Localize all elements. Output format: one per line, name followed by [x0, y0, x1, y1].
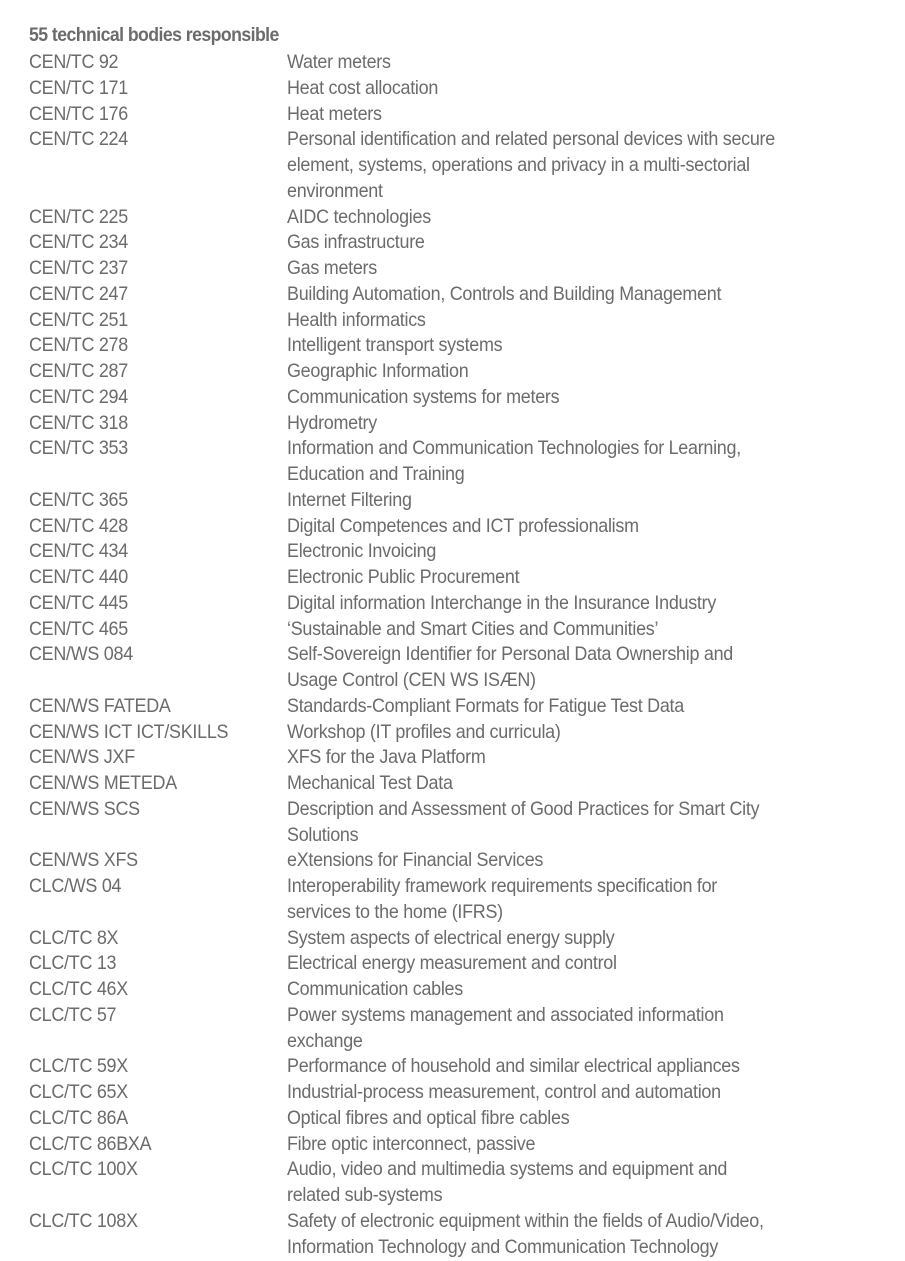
body-title	[287, 720, 889, 746]
body-title-line: environment	[287, 179, 383, 202]
body-code	[29, 1054, 287, 1080]
body-title	[287, 102, 889, 128]
body-title-line: Education and Training	[287, 463, 465, 485]
body-title-line: Power systems management and associated information	[287, 1003, 724, 1026]
technical-body-row	[29, 771, 889, 797]
body-code-text: CLC/TC 8X	[29, 926, 119, 949]
technical-body-row	[29, 642, 889, 694]
body-code-text: CEN/WS SCS	[29, 797, 140, 820]
body-title	[287, 333, 889, 359]
body-code	[29, 308, 287, 334]
technical-body-row	[29, 1209, 889, 1261]
body-title-line: Safety of electronic equipment within the fields of Audio/Video,	[287, 1209, 764, 1232]
body-title-line: Mechanical Test Data	[287, 772, 453, 794]
body-title	[287, 1003, 889, 1055]
body-code	[29, 359, 287, 385]
body-code-text: CEN/TC 465	[29, 617, 128, 640]
body-title	[287, 385, 889, 411]
body-code	[29, 385, 287, 411]
body-code	[29, 951, 287, 977]
body-title	[287, 514, 889, 540]
body-title-line: Fibre optic interconnect, passive	[287, 1132, 536, 1155]
body-code-text: CEN/TC 318	[29, 411, 128, 434]
body-code	[29, 874, 287, 900]
technical-body-row	[29, 694, 889, 720]
body-code-text: CEN/TC 440	[29, 566, 128, 588]
body-code	[29, 514, 287, 540]
body-title	[287, 797, 889, 849]
body-code-text: CEN/TC 92	[29, 51, 119, 73]
technical-body-row	[29, 951, 889, 977]
technical-body-row	[29, 411, 889, 437]
body-title-line: Water meters	[287, 51, 391, 73]
body-code-text: CEN/TC 278	[29, 334, 128, 357]
technical-body-row	[29, 797, 889, 849]
body-title	[287, 411, 889, 437]
body-title	[287, 745, 889, 771]
body-title-line: Performance of household and similar electrical appliances	[287, 1055, 740, 1078]
body-title-line: Audio, video and multimedia systems and equipment and	[287, 1158, 728, 1181]
body-code-text: CLC/TC 108X	[29, 1209, 138, 1232]
technical-body-row	[29, 617, 889, 643]
body-code-text: CLC/TC 46X	[29, 978, 128, 1000]
body-title	[287, 694, 889, 720]
body-title	[287, 1054, 889, 1080]
body-title-line: Hydrometry	[287, 411, 377, 434]
body-title-line: Personal identification and related personal devices with secure	[287, 128, 775, 151]
body-title	[287, 127, 889, 204]
body-code	[29, 642, 287, 668]
body-title-line: Digital Competences and ICT professionalism	[287, 514, 639, 537]
body-title	[287, 771, 889, 797]
body-code	[29, 76, 287, 102]
body-code	[29, 977, 287, 1003]
body-code-text: CLC/TC 59X	[29, 1055, 128, 1078]
technical-body-row	[29, 1054, 889, 1080]
body-title	[287, 230, 889, 256]
body-title-line: Geographic Information	[287, 360, 469, 382]
body-title	[287, 565, 889, 591]
technical-body-row	[29, 565, 889, 591]
body-title-line: Internet Filtering	[287, 488, 412, 511]
body-title-line: Gas infrastructure	[287, 231, 425, 254]
body-code	[29, 411, 287, 437]
body-code-text: CEN/TC 287	[29, 360, 128, 382]
body-code-text: CLC/TC 86BXA	[29, 1132, 152, 1155]
body-code	[29, 591, 287, 617]
body-code-text: CEN/TC 445	[29, 591, 128, 614]
technical-body-row	[29, 76, 889, 102]
technical-body-row	[29, 436, 889, 488]
body-title	[287, 282, 889, 308]
body-title-line: AIDC technologies	[287, 205, 431, 228]
body-code	[29, 1132, 287, 1158]
body-title-line: Health informatics	[287, 308, 426, 331]
body-title	[287, 977, 889, 1003]
technical-body-row	[29, 102, 889, 128]
technical-body-row	[29, 977, 889, 1003]
body-code-text: CEN/TC 434	[29, 540, 128, 563]
body-code-text: CEN/TC 224	[29, 128, 128, 151]
body-title	[287, 359, 889, 385]
technical-body-row	[29, 1106, 889, 1132]
technical-body-row	[29, 308, 889, 334]
body-code	[29, 488, 287, 514]
body-code-text: CEN/TC 294	[29, 385, 128, 408]
body-title-line: System aspects of electrical energy supply	[287, 926, 615, 949]
body-title-line: Self-Sovereign Identifier for Personal Data Ownership and	[287, 643, 733, 666]
body-code-text: CEN/WS XFS	[29, 849, 138, 872]
body-title-line: related sub-systems	[287, 1184, 443, 1206]
body-code	[29, 282, 287, 308]
body-title-line: Building Automation, Controls and Building Management	[287, 282, 722, 305]
body-code	[29, 848, 287, 874]
body-title-line: Solutions	[287, 823, 359, 846]
body-code-text: CEN/TC 171	[29, 76, 128, 99]
body-title	[287, 488, 889, 514]
body-code-text: CEN/TC 353	[29, 437, 128, 460]
technical-body-row	[29, 720, 889, 746]
body-title-line: Gas meters	[287, 257, 377, 279]
technical-body-row	[29, 1080, 889, 1106]
body-title	[287, 926, 889, 952]
body-title-line: Standards-Compliant Formats for Fatigue Test Data	[287, 694, 684, 717]
body-code	[29, 50, 287, 76]
body-title	[287, 1106, 889, 1132]
body-title-line: Interoperability framework requirements specification for	[287, 875, 717, 897]
body-code-text: CEN/TC 176	[29, 102, 128, 125]
body-code-text: CEN/WS 084	[29, 643, 133, 666]
body-code-text: CLC/TC 86A	[29, 1106, 128, 1129]
body-code	[29, 205, 287, 231]
body-code-text: CLC/TC 65X	[29, 1081, 128, 1103]
body-title	[287, 205, 889, 231]
technical-body-row	[29, 230, 889, 256]
technical-body-row	[29, 385, 889, 411]
body-title	[287, 1080, 889, 1106]
body-code-text: CEN/WS ICT ICT/SKILLS	[29, 720, 229, 743]
body-code-text: CEN/TC 225	[29, 205, 128, 228]
technical-body-row	[29, 359, 889, 385]
body-title	[287, 1209, 889, 1261]
technical-bodies-list	[29, 50, 889, 1260]
body-title	[287, 591, 889, 617]
body-title-line: element, systems, operations and privacy in a multi-sectorial	[287, 154, 750, 176]
body-code	[29, 1003, 287, 1029]
body-title	[287, 1157, 889, 1209]
body-code	[29, 797, 287, 823]
body-code	[29, 1080, 287, 1106]
body-code	[29, 720, 287, 746]
body-title-line: exchange	[287, 1029, 363, 1052]
technical-body-row	[29, 1157, 889, 1209]
body-title	[287, 436, 889, 488]
body-title	[287, 642, 889, 694]
body-code	[29, 1157, 287, 1183]
body-title	[287, 539, 889, 565]
body-code-text: CEN/TC 251	[29, 308, 128, 331]
body-title-line: XFS for the Java Platform	[287, 746, 486, 769]
body-code-text: CEN/WS JXF	[29, 746, 135, 769]
body-title-line: Workshop (IT profiles and curricula)	[287, 720, 561, 743]
body-title-line: ‘Sustainable and Smart Cities and Communities’	[287, 617, 659, 640]
body-title	[287, 848, 889, 874]
body-code-text: CLC/WS 04	[29, 875, 122, 897]
body-code-text: CLC/TC 57	[29, 1003, 117, 1026]
body-code	[29, 1106, 287, 1132]
body-title-line: Communication cables	[287, 978, 463, 1000]
body-title	[287, 76, 889, 102]
body-code	[29, 333, 287, 359]
technical-body-row	[29, 745, 889, 771]
body-code	[29, 926, 287, 952]
body-title-line: services to the home (IFRS)	[287, 900, 503, 923]
technical-body-row	[29, 1003, 889, 1055]
technical-body-row	[29, 488, 889, 514]
body-code	[29, 539, 287, 565]
technical-body-row	[29, 256, 889, 282]
body-title-line: Electrical energy measurement and control	[287, 952, 617, 975]
technical-body-row	[29, 874, 889, 926]
body-code-text: CEN/TC 247	[29, 282, 128, 305]
technical-body-row	[29, 514, 889, 540]
body-title	[287, 951, 889, 977]
document-page	[29, 24, 889, 1260]
technical-body-row	[29, 539, 889, 565]
body-title-line: Description and Assessment of Good Practices for Smart City	[287, 797, 760, 820]
technical-body-row	[29, 282, 889, 308]
body-code	[29, 230, 287, 256]
body-title-line: Optical fibres and optical fibre cables	[287, 1106, 570, 1129]
body-title-line: Industrial-process measurement, control and automation	[287, 1081, 721, 1103]
technical-body-row	[29, 591, 889, 617]
technical-body-row	[29, 50, 889, 76]
body-code-text: CEN/TC 428	[29, 514, 128, 537]
body-title-line: Heat cost allocation	[287, 76, 439, 99]
technical-body-row	[29, 333, 889, 359]
body-code	[29, 1209, 287, 1235]
technical-body-row	[29, 1132, 889, 1158]
body-code-text: CEN/WS METEDA	[29, 772, 177, 794]
body-code	[29, 102, 287, 128]
body-title-line: Electronic Invoicing	[287, 540, 437, 563]
body-title-line: eXtensions for Financial Services	[287, 849, 544, 872]
body-title	[287, 1132, 889, 1158]
body-title-line: Usage Control (CEN WS ISÆN)	[287, 669, 536, 691]
body-code-text: CEN/TC 237	[29, 257, 128, 279]
body-code-text: CEN/TC 365	[29, 488, 128, 511]
technical-body-row	[29, 205, 889, 231]
body-code	[29, 617, 287, 643]
body-title-line: Intelligent transport systems	[287, 334, 503, 357]
body-code-text: CEN/TC 234	[29, 231, 128, 254]
body-title-line: Information Technology and Communication Technology	[287, 1235, 719, 1258]
body-code	[29, 771, 287, 797]
body-title-line: Communication systems for meters	[287, 385, 560, 408]
body-code	[29, 745, 287, 771]
body-code-text: CLC/TC 100X	[29, 1158, 138, 1181]
body-code	[29, 694, 287, 720]
body-code-text: CEN/WS FATEDA	[29, 694, 171, 717]
technical-body-row	[29, 926, 889, 952]
body-title	[287, 50, 889, 76]
body-code	[29, 127, 287, 153]
body-title	[287, 874, 889, 926]
body-code-text: CLC/TC 13	[29, 952, 117, 975]
body-code	[29, 436, 287, 462]
body-title-line: Heat meters	[287, 102, 382, 125]
body-title	[287, 617, 889, 643]
body-title-line: Information and Communication Technologies for Learning,	[287, 437, 741, 460]
body-title-line: Digital information Interchange in the Insurance Industry	[287, 591, 717, 614]
section-heading: 55 technical bodies responsible	[29, 25, 279, 46]
body-title	[287, 308, 889, 334]
body-title-line: Electronic Public Procurement	[287, 566, 520, 588]
technical-body-row	[29, 127, 889, 204]
body-code	[29, 256, 287, 282]
technical-body-row	[29, 848, 889, 874]
body-code	[29, 565, 287, 591]
body-title	[287, 256, 889, 282]
